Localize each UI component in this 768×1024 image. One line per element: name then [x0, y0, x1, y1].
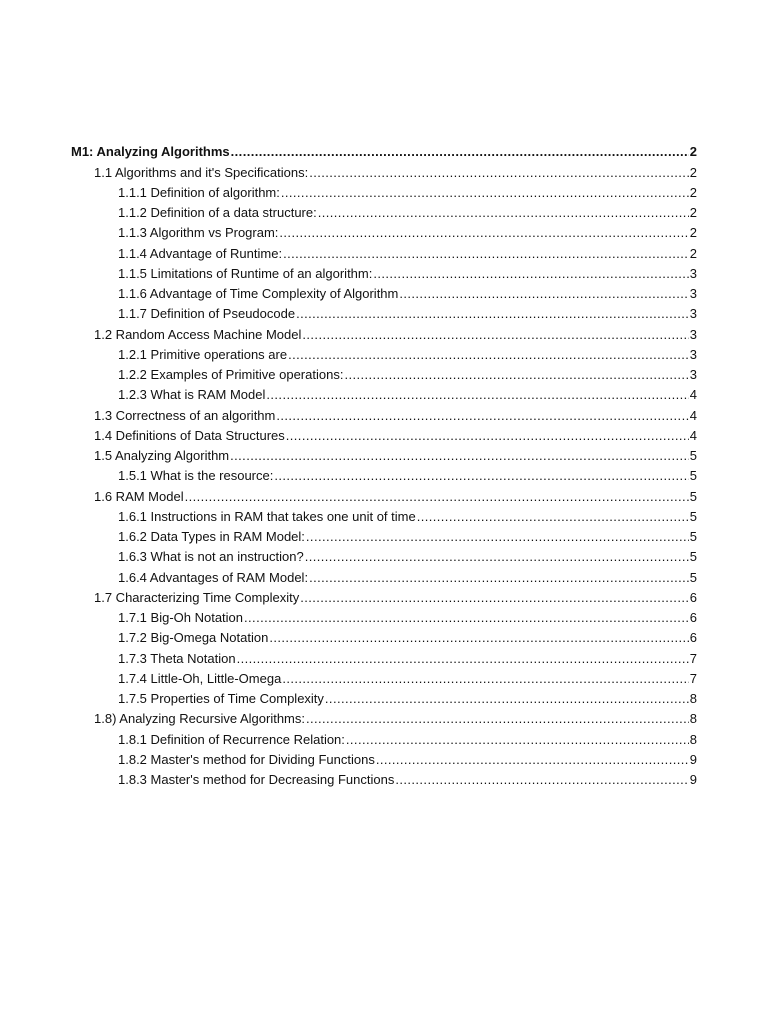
toc-entry-title: 1.6 RAM Model: [94, 488, 184, 504]
dot-leader: [305, 549, 689, 564]
toc-entry-line: [118, 185, 697, 200]
toc-entry[interactable]: [0, 240, 768, 260]
toc-entry-page-number: 2: [689, 144, 697, 160]
dot-leader: [373, 266, 688, 281]
toc-entry-line: [118, 651, 697, 666]
toc-entry-page-number: 4: [689, 407, 697, 423]
toc-entry[interactable]: [0, 585, 768, 605]
toc-entry-title: 1.7.3 Theta Notation: [118, 650, 236, 666]
toc-entry-title: 1.2 Random Access Machine Model: [94, 326, 302, 342]
toc-entry-page-number: 4: [689, 387, 697, 403]
toc-entry-line: [118, 549, 697, 564]
toc-entry-page-number: 3: [689, 306, 697, 322]
toc-entry-line: [94, 489, 697, 504]
toc-entry-line: [118, 529, 697, 544]
toc-entry-page-number: 2: [689, 184, 697, 200]
dot-leader: [318, 205, 689, 220]
toc-entry-page-number: 6: [689, 610, 697, 625]
toc-entry-title: 1.4 Definitions of Data Structures: [94, 427, 285, 443]
toc-entry-page-number: 2: [689, 205, 697, 220]
toc-entry-line: [71, 144, 697, 159]
toc-entry[interactable]: [0, 605, 768, 625]
dot-leader: [306, 529, 689, 544]
dot-leader: [279, 225, 688, 240]
dot-leader: [281, 185, 689, 200]
toc-entry-line: [118, 630, 697, 645]
toc-entry-title: 1.5.1 What is the resource:: [118, 468, 274, 484]
toc-entry-title: 1.6.4 Advantages of RAM Model:: [118, 569, 309, 585]
toc-entry[interactable]: [0, 281, 768, 301]
table-of-contents: [0, 139, 768, 787]
toc-entry[interactable]: [0, 625, 768, 645]
toc-entry-page-number: 3: [689, 367, 697, 382]
toc-entry-line: [94, 448, 697, 463]
toc-entry-line: [118, 225, 697, 240]
toc-entry[interactable]: [0, 159, 768, 179]
toc-entry-line: [118, 570, 697, 585]
toc-entry-page-number: 5: [689, 508, 697, 524]
dot-leader: [399, 286, 688, 301]
toc-entry[interactable]: [0, 443, 768, 463]
toc-entry[interactable]: [0, 767, 768, 787]
dot-leader: [266, 387, 688, 402]
toc-entry[interactable]: [0, 220, 768, 240]
toc-entry-line: [118, 732, 697, 747]
toc-entry[interactable]: [0, 200, 768, 220]
toc-entry-title: 1.8) Analyzing Recursive Algorithms:: [94, 711, 305, 727]
toc-entry-title: 1.1.7 Definition of Pseudocode: [118, 306, 296, 322]
dot-leader: [276, 408, 688, 423]
toc-entry-title: 1.8.1 Definition of Recurrence Relation:: [118, 731, 345, 747]
toc-entry-line: [94, 327, 697, 342]
dot-leader: [296, 306, 689, 321]
dot-leader: [244, 610, 689, 625]
toc-entry-title: 1.1 Algorithms and it's Specifications:: [94, 164, 309, 180]
toc-entry-title: 1.1.1 Definition of algorithm:: [118, 184, 280, 200]
toc-entry-title: 1.2.2 Examples of Primitive operations:: [118, 367, 344, 382]
toc-entry-line: [94, 165, 697, 180]
toc-entry-line: [118, 205, 697, 220]
toc-entry-page-number: 6: [689, 630, 697, 646]
toc-entry-title: 1.1.5 Limitations of Runtime of an algorithm:: [118, 265, 373, 281]
dot-leader: [344, 367, 688, 382]
toc-entry[interactable]: [0, 301, 768, 321]
toc-entry-page-number: 3: [689, 286, 697, 301]
toc-entry-title: 1.1.3 Algorithm vs Program:: [118, 225, 279, 241]
toc-entry[interactable]: [0, 564, 768, 584]
dot-leader: [286, 428, 689, 443]
toc-entry[interactable]: [0, 180, 768, 200]
toc-entry-title: 1.1.4 Advantage of Runtime:: [118, 245, 283, 261]
toc-entry-line: [118, 509, 697, 524]
toc-entry-line: [118, 691, 697, 706]
toc-entry-title: M1: Analyzing Algorithms: [71, 144, 230, 160]
toc-entry-page-number: 2: [689, 164, 697, 180]
toc-entry-title: 1.7.5 Properties of Time Complexity: [118, 691, 324, 706]
toc-entry-page-number: 9: [689, 772, 697, 787]
toc-entry[interactable]: [0, 645, 768, 665]
dot-leader: [302, 327, 688, 342]
toc-entry-line: [118, 671, 697, 686]
toc-entry-line: [94, 590, 697, 605]
toc-entry-line: [118, 266, 697, 281]
dot-leader: [309, 165, 689, 180]
toc-entry-page-number: 5: [689, 549, 697, 565]
toc-entry-line: [118, 468, 697, 483]
toc-entry-title: 1.7.1 Big-Oh Notation: [118, 610, 244, 625]
toc-entry[interactable]: [0, 362, 768, 382]
toc-entry[interactable]: [0, 726, 768, 746]
toc-entry[interactable]: [0, 483, 768, 503]
toc-entry-line: [118, 347, 697, 362]
toc-entry[interactable]: [0, 402, 768, 422]
dot-leader: [231, 144, 689, 159]
toc-entry-page-number: 5: [689, 468, 697, 484]
toc-entry-page-number: 3: [689, 326, 697, 342]
dot-leader: [376, 752, 689, 767]
toc-entry-page-number: 5: [689, 529, 697, 544]
toc-entry-page-number: 8: [689, 691, 697, 706]
toc-entry[interactable]: [0, 463, 768, 483]
toc-entry-title: 1.6.2 Data Types in RAM Model:: [118, 529, 305, 544]
toc-entry-line: [118, 306, 697, 321]
toc-entry-line: [118, 286, 697, 301]
toc-entry-page-number: 4: [689, 427, 697, 443]
toc-entry-page-number: 2: [689, 225, 697, 241]
dot-leader: [230, 448, 689, 463]
toc-entry[interactable]: [0, 321, 768, 341]
dot-leader: [283, 246, 689, 261]
toc-entry-page-number: 5: [689, 488, 697, 504]
toc-entry-line: [118, 752, 697, 767]
toc-entry[interactable]: [0, 747, 768, 767]
toc-entry-title: 1.7.2 Big-Omega Notation: [118, 630, 269, 646]
dot-leader: [274, 468, 688, 483]
dot-leader: [325, 691, 689, 706]
toc-entry[interactable]: [0, 524, 768, 544]
toc-entry-title: 1.5 Analyzing Algorithm: [94, 448, 230, 463]
toc-entry[interactable]: [0, 666, 768, 686]
toc-entry-line: [118, 367, 697, 382]
toc-entry-title: 1.1.2 Definition of a data structure:: [118, 205, 317, 220]
dot-leader: [309, 570, 689, 585]
toc-entry[interactable]: [0, 706, 768, 726]
toc-entry-title: 1.8.2 Master's method for Dividing Functions: [118, 751, 375, 767]
toc-entry-page-number: 7: [689, 650, 697, 666]
dot-leader: [288, 347, 689, 362]
toc-entry-title: 1.2.1 Primitive operations are: [118, 346, 288, 362]
toc-entry-title: 1.6.3 What is not an instruction?: [118, 549, 304, 565]
toc-entry[interactable]: [0, 423, 768, 443]
toc-entry-page-number: 5: [689, 448, 697, 463]
toc-entry-line: [118, 387, 697, 402]
toc-entry-page-number: 5: [689, 569, 697, 585]
dot-leader: [395, 772, 688, 787]
dot-leader: [282, 671, 688, 686]
toc-entry-line: [118, 772, 697, 787]
toc-entry-title: 1.1.6 Advantage of Time Complexity of Algorithm: [118, 286, 399, 301]
toc-entry-line: [94, 408, 697, 423]
dot-leader: [417, 509, 689, 524]
toc-entry-title: 1.2.3 What is RAM Model: [118, 387, 266, 403]
toc-entry[interactable]: [0, 342, 768, 362]
toc-entry[interactable]: [0, 382, 768, 402]
toc-entry-page-number: 3: [689, 265, 697, 281]
dot-leader: [306, 711, 689, 726]
toc-entry[interactable]: [0, 139, 768, 159]
toc-entry-title: 1.8.3 Master's method for Decreasing Functions: [118, 772, 395, 787]
dot-leader: [237, 651, 689, 666]
toc-entry[interactable]: [0, 261, 768, 281]
toc-entry-page-number: 9: [689, 751, 697, 767]
toc-entry[interactable]: [0, 686, 768, 706]
toc-entry-line: [94, 428, 697, 443]
toc-entry[interactable]: [0, 544, 768, 564]
toc-entry-page-number: 3: [689, 346, 697, 362]
toc-entry-title: 1.7 Characterizing Time Complexity: [94, 589, 300, 605]
toc-entry-title: 1.6.1 Instructions in RAM that takes one unit of time: [118, 508, 416, 524]
toc-entry-line: [94, 711, 697, 726]
toc-entry-line: [118, 610, 697, 625]
dot-leader: [346, 732, 689, 747]
toc-entry-title: 1.3 Correctness of an algorithm: [94, 407, 276, 423]
toc-entry-page-number: 2: [689, 245, 697, 261]
toc-entry-line: [118, 246, 697, 261]
toc-entry-page-number: 6: [689, 589, 697, 605]
toc-entry-page-number: 8: [689, 711, 697, 727]
dot-leader: [185, 489, 689, 504]
toc-entry-page-number: 8: [689, 731, 697, 747]
toc-entry-title: 1.7.4 Little-Oh, Little-Omega: [118, 670, 282, 686]
toc-entry[interactable]: [0, 504, 768, 524]
dot-leader: [300, 590, 689, 605]
dot-leader: [269, 630, 688, 645]
toc-entry-page-number: 7: [689, 670, 697, 686]
